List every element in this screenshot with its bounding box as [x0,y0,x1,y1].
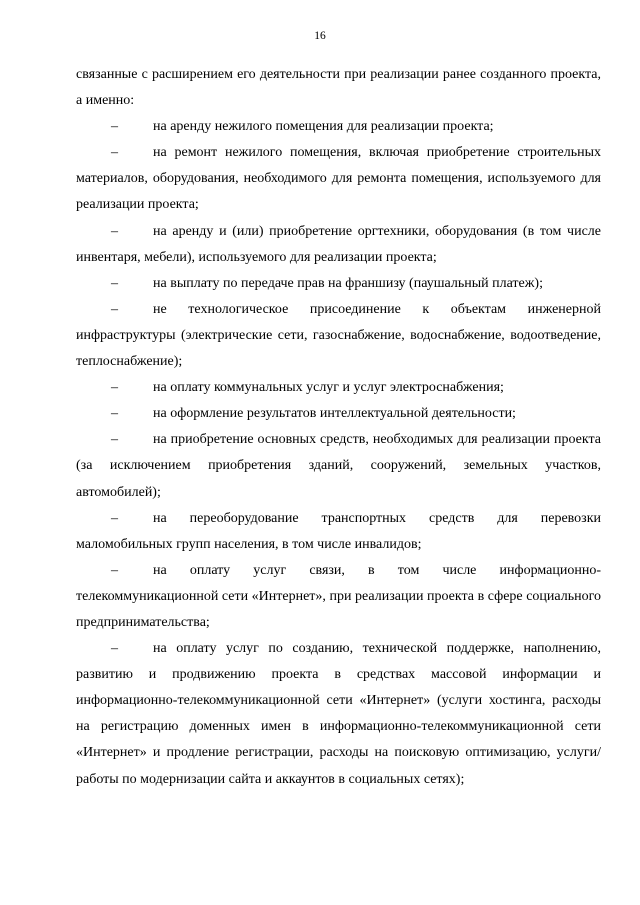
list-dash: – [111,641,118,657]
list-dash: – [111,145,118,161]
list-item [76,297,601,375]
list-dash: – [111,406,118,422]
list-item [76,140,601,218]
page-number: 16 [314,30,326,42]
list-item-text: на оплату коммунальных услуг и услуг электроснабжения; [153,380,504,396]
list-item-text: на приобретение основных средств, необходимых для реализации проекта (за исключением приобретения зданий, сооружений, земельных участков, автомобилей); [76,432,601,500]
list-item [76,401,601,427]
list-item-text: на ремонт нежилого помещения, включая приобретение строительных материалов, оборудования, необходимого для ремонта помещения, используемого для реализации проекта; [76,145,601,213]
list-item [76,636,601,793]
list-item-text: на переоборудование транспортных средств для перевозки маломобильных групп населения, в том числе инвалидов; [76,510,601,552]
list-item-text: на аренду нежилого помещения для реализации проекта; [153,119,494,135]
list-dash: – [111,432,118,448]
list-dash: – [111,510,118,526]
list-item-text: на аренду и (или) приобретение оргтехники, оборудования (в том числе инвентаря, мебели), используемого для реализации проекта; [76,223,601,265]
list-item [76,219,601,271]
list-item [76,271,601,297]
list-item-text: на оплату услуг связи, в том числе информационно-телекоммуникационной сети «Интернет», при реализации проекта в сфере социального предпринимательства; [76,562,601,630]
list-dash: – [111,119,118,135]
list-dash: – [111,275,118,291]
document-body [76,62,601,793]
list-item [76,506,601,558]
list-dash: – [111,562,118,578]
list-item [76,558,601,636]
list-dash: – [111,223,118,239]
list-item [76,427,601,505]
list-item-text: на оформление результатов интеллектуальной деятельности; [153,406,516,422]
list-item-text: не технологическое присоединение к объектам инженерной инфраструктуры (электрические сети, газоснабжение, водоснабжение, водоотведение, теплоснабжение); [76,301,601,370]
paragraph-text: связанные с расширением его деятельности при реализации ранее созданного проекта, а именно: [76,67,601,109]
list-item-text: на выплату по передаче прав на франшизу (паушальный платеж); [153,275,543,291]
list-dash: – [111,380,118,396]
list-item [76,114,601,140]
list-item [76,375,601,401]
list-dash: – [111,301,118,317]
paragraph-intro [76,62,601,114]
list-item-text: на оплату услуг по созданию, технической поддержке, наполнению, развитию и продвижению проекта в средствах массовой информации и информационно-телекоммуникационной сети «Интернет» (услуги хостинга, расходы на регистрацию доменных имен в информационно-телекоммуникационной сети «Интернет» и продление регистрации, расходы на поисковую оптимизацию, услуги/работы по модернизации сайта и аккаунтов в социальных сетях); [76,641,601,787]
